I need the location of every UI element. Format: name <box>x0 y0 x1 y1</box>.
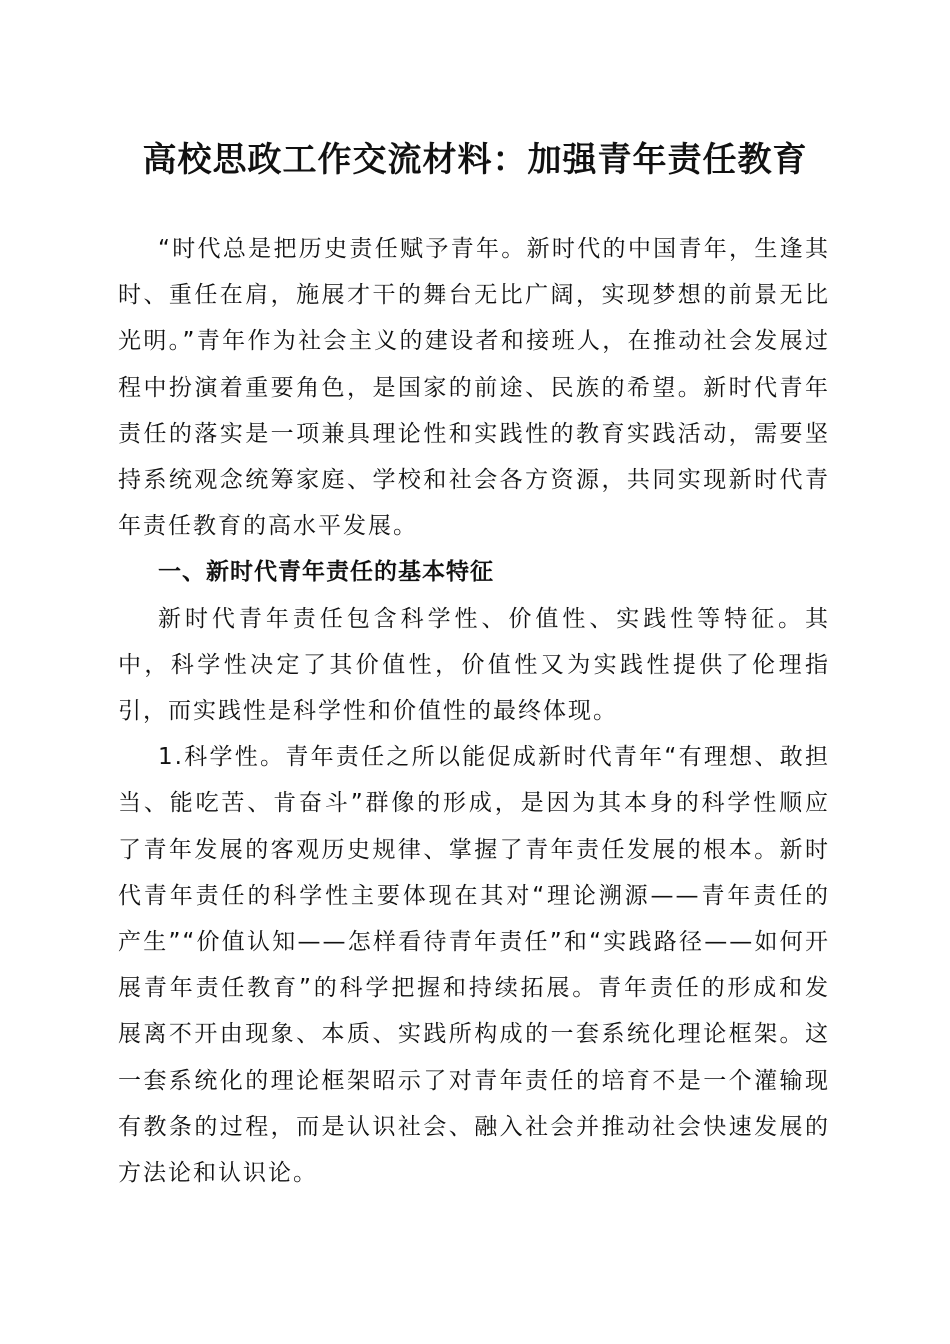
document-title: 高校思政工作交流材料：加强青年责任教育 <box>142 140 808 180</box>
document-body <box>118 226 830 1196</box>
section-paragraph-overview: 新时代青年责任包含科学性、价值性、实践性等特征。其中，科学性决定了其价值性，价值性又为实践性提供了伦理指引，而实践性是科学性和价值性的最终体现。 <box>118 605 830 725</box>
section-heading: 一、新时代青年责任的基本特征 <box>158 559 494 586</box>
section-paragraph-scientific: 1.科学性。青年责任之所以能促成新时代青年“有理想、敢担当、能吃苦、肯奋斗”群像的形成，是因为其本身的科学性顺应了青年发展的客观历史规律、掌握了青年责任发展的根本。新时代青年责任的科学性主要体现在其对“理论溯源——青年责任的产生”“价值认知——怎样看待青年责任”和“实践路径——如何开展青年责任教育”的科学把握和持续拓展。青年责任的形成和发展离不开由现象、本质、实践所构成的一套系统化理论框架。这一套系统化的理论框架昭示了对青年责任的培育不是一个灌输现有教条的过程，而是认识社会、融入社会并推动社会快速发展的方法论和认识论。 <box>118 744 830 1187</box>
intro-paragraph: “时代总是把历史责任赋予青年。新时代的中国青年，生逢其时、重任在肩，施展才干的舞台无比广阔，实现梦想的前景无比光明。”青年作为社会主义的建设者和接班人，在推动社会发展过程中扮演着重要角色，是国家的前途、民族的希望。新时代青年责任的落实是一项兼具理论性和实践性的教育实践活动，需要坚持系统观念统筹家庭、学校和社会各方资源，共同实现新时代青年责任教育的高水平发展。 <box>118 236 830 540</box>
